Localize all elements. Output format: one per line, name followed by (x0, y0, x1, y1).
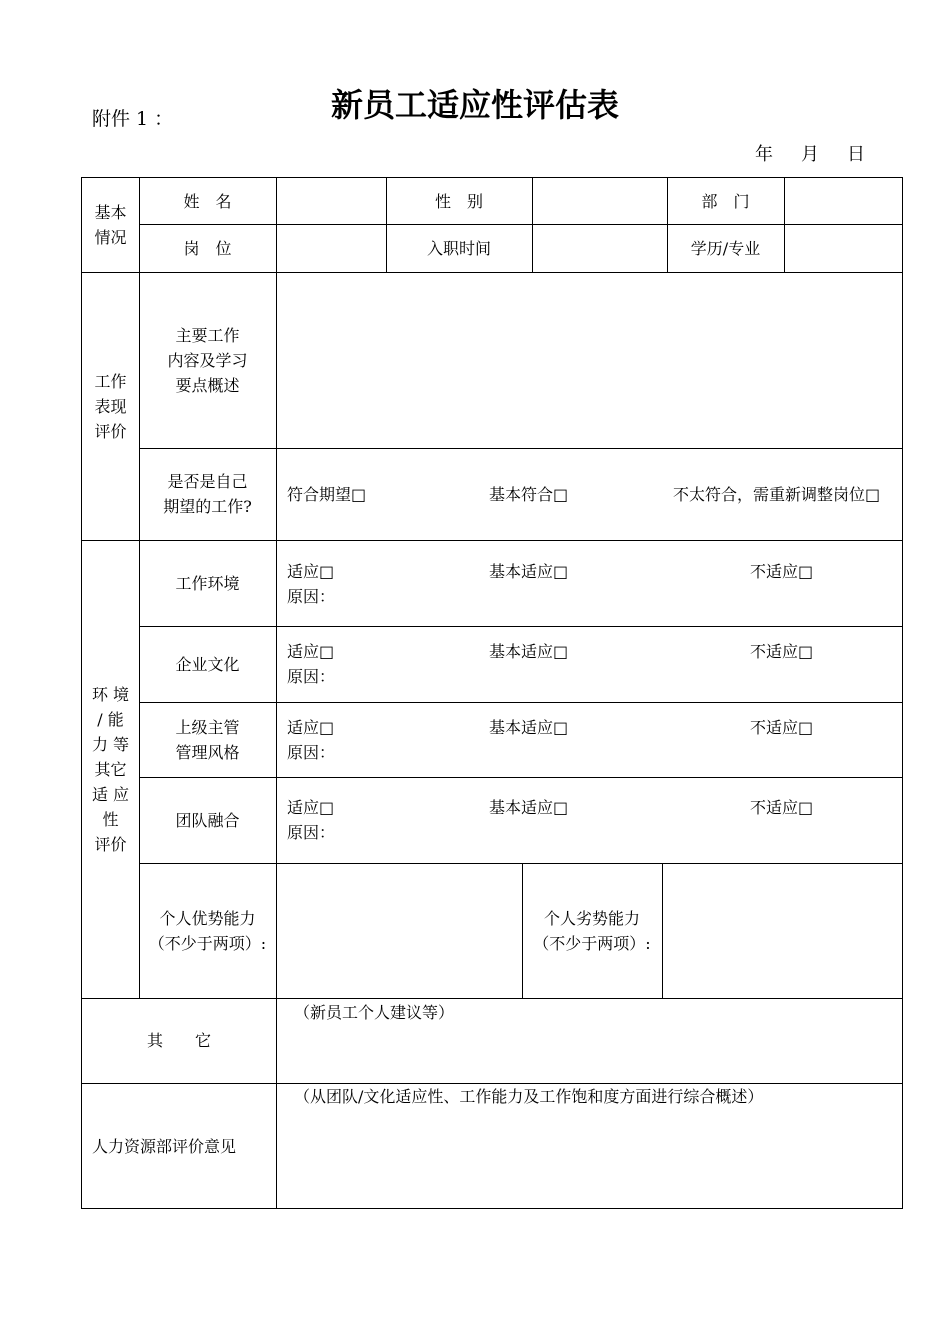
env-row-label: 企业文化 (175, 654, 240, 674)
gender-label: 性 别 (434, 191, 483, 211)
work-content-field[interactable] (276, 272, 903, 448)
option-basic-adapt[interactable]: 基本适应□ (489, 642, 569, 661)
work-section-label: 工作 表现 评价 (94, 371, 127, 441)
option-not-adapt[interactable]: 不适应□ (750, 718, 814, 737)
expect-option-basic[interactable]: 基本符合□ (489, 485, 569, 504)
option-not-adapt[interactable]: 不适应□ (750, 642, 814, 661)
date-line (755, 140, 893, 166)
post-label: 岗 位 (183, 238, 232, 258)
option-basic-adapt[interactable]: 基本适应□ (489, 562, 569, 581)
attachment-label: 附件 1 ： (92, 108, 174, 130)
env-row-label: 工作环境 (175, 573, 240, 593)
work-content-label: 主要工作 内容及学习 要点概述 (167, 325, 248, 395)
expect-option-mismatch[interactable]: 不太符合，需重新调整岗位□ (673, 485, 881, 504)
env-row-label: 团队融合 (175, 810, 240, 830)
hr-hint: （从团队/文化适应性、工作能力及工作饱和度方面进行综合概述） (294, 1087, 764, 1106)
hr-label: 人力资源部评价意见 (92, 1136, 237, 1156)
dept-field[interactable] (784, 178, 903, 224)
env-row-label: 上级主管 管理风格 (175, 717, 240, 762)
form-title: 新员工适应性评估表 (330, 86, 619, 124)
evaluation-form (81, 177, 903, 1209)
basic-section-label: 基本 情况 (94, 203, 127, 247)
option-adapt[interactable]: 适应□ (287, 718, 335, 737)
join-time-field[interactable] (532, 224, 667, 272)
post-field[interactable] (276, 224, 386, 272)
env-section-label: 环 境 / 能 力 等 其它 适 应 性 评价 (91, 684, 130, 854)
option-not-adapt[interactable]: 不适应□ (750, 798, 814, 817)
reason-label: 原因： (287, 667, 336, 686)
option-adapt[interactable]: 适应□ (287, 798, 335, 817)
strength-field[interactable] (276, 863, 522, 998)
expect-option-match[interactable]: 符合期望□ (287, 485, 367, 504)
reason-label: 原因： (287, 743, 336, 762)
expect-label: 是否是自己 期望的工作? (163, 472, 252, 516)
gender-field[interactable] (532, 178, 667, 224)
date-month: 月 (801, 144, 819, 165)
edu-label: 学历/专业 (690, 238, 761, 258)
edu-field[interactable] (784, 224, 903, 272)
weakness-field[interactable] (662, 863, 903, 998)
join-time-label: 入职时间 (426, 238, 491, 258)
other-label: 其 它 (146, 1031, 211, 1050)
strength-label: 个人优势能力 （不少于两项）: (148, 908, 267, 953)
option-basic-adapt[interactable]: 基本适应□ (489, 798, 569, 817)
option-not-adapt[interactable]: 不适应□ (750, 562, 814, 581)
reason-label: 原因： (287, 823, 336, 842)
reason-label: 原因： (287, 587, 336, 606)
date-year: 年 (755, 144, 773, 165)
name-field[interactable] (276, 178, 386, 224)
dept-label: 部 门 (701, 191, 750, 211)
weakness-label: 个人劣势能力 （不少于两项）: (533, 908, 651, 953)
option-adapt[interactable]: 适应□ (287, 642, 335, 661)
option-basic-adapt[interactable]: 基本适应□ (489, 718, 569, 737)
other-hint: （新员工个人建议等） (294, 1003, 455, 1022)
date-day: 日 (847, 144, 865, 165)
name-label: 姓 名 (183, 191, 232, 211)
option-adapt[interactable]: 适应□ (287, 562, 335, 581)
